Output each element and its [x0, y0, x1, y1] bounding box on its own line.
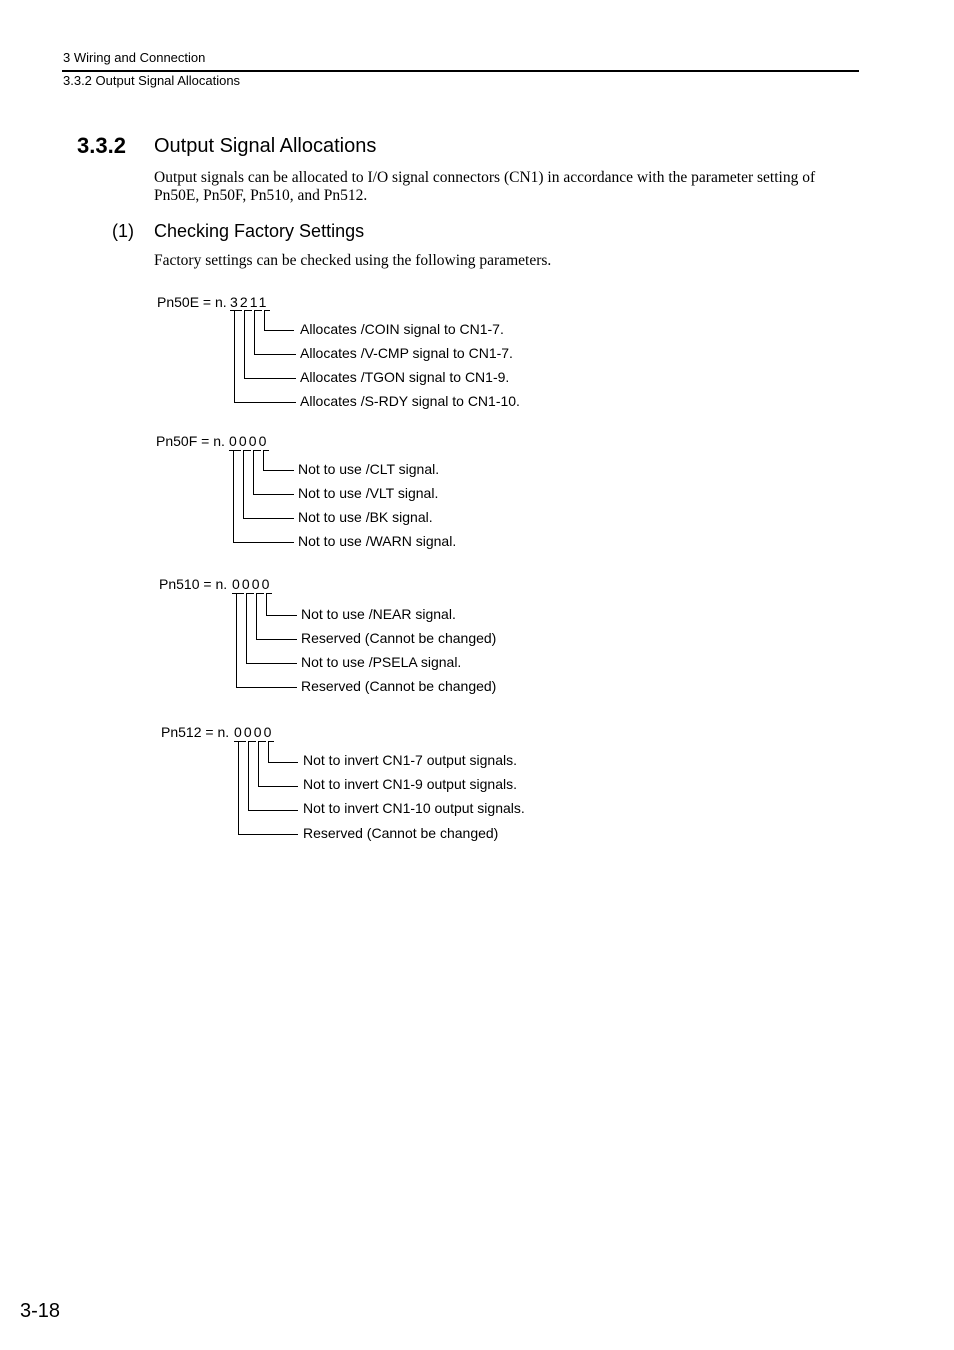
param-digits: 0000 [232, 576, 272, 592]
pn512-connector-lines [234, 742, 298, 835]
param-label: Pn510 = n. [159, 576, 228, 592]
param-label: Pn50F = n. [156, 433, 225, 449]
param-description: Allocates /S-RDY signal to CN1-10. [300, 393, 520, 409]
param-label: Pn512 = n. [161, 724, 230, 740]
running-header-chapter: 3 Wiring and Connection [63, 50, 206, 65]
pn510-connector-lines [232, 594, 297, 688]
param-description: Reserved (Cannot be changed) [301, 678, 497, 694]
param-digits: 3211 [230, 294, 269, 310]
param-digits: 0000 [229, 433, 269, 449]
param-description: Not to use /BK signal. [298, 509, 433, 525]
param-description: Not to use /PSELA signal. [301, 654, 462, 670]
subsection-body: Factory settings can be checked using the following parameters. [154, 252, 552, 269]
param-description: Reserved (Cannot be changed) [303, 825, 499, 841]
param-label: Pn50E = n. [157, 294, 227, 310]
param-description: Reserved (Cannot be changed) [301, 630, 497, 646]
subsection-title: Checking Factory Settings [154, 221, 365, 241]
running-header-section: 3.3.2 Output Signal Allocations [63, 73, 241, 88]
page-number: 3-18 [20, 1300, 61, 1322]
section-number: 3.3.2 [77, 133, 126, 158]
param-description: Allocates /COIN signal to CN1-7. [300, 321, 504, 337]
param-description: Not to use /CLT signal. [298, 461, 440, 477]
param-description: Allocates /V-CMP signal to CN1-7. [300, 345, 513, 361]
subsection-number: (1) [112, 221, 134, 241]
param-description: Allocates /TGON signal to CN1-9. [300, 369, 510, 385]
param-description: Not to use /VLT signal. [298, 485, 439, 501]
param-description: Not to invert CN1-7 output signals. [303, 752, 517, 768]
pn50f-connector-lines [229, 451, 294, 543]
section-intro-paragraph: Output signals can be allocated to I/O signal connectors (CN1) in accordance with the parameter setting of Pn50E, Pn50F, Pn510, and Pn512. [154, 169, 816, 204]
pn50e-connector-lines [230, 311, 296, 403]
section-title: Output Signal Allocations [154, 135, 377, 157]
param-description: Not to use /NEAR signal. [301, 606, 456, 622]
param-digits: 0000 [234, 724, 274, 740]
param-description: Not to use /WARN signal. [298, 533, 457, 549]
param-description: Not to invert CN1-9 output signals. [303, 776, 517, 792]
param-description: Not to invert CN1-10 output signals. [303, 800, 525, 816]
